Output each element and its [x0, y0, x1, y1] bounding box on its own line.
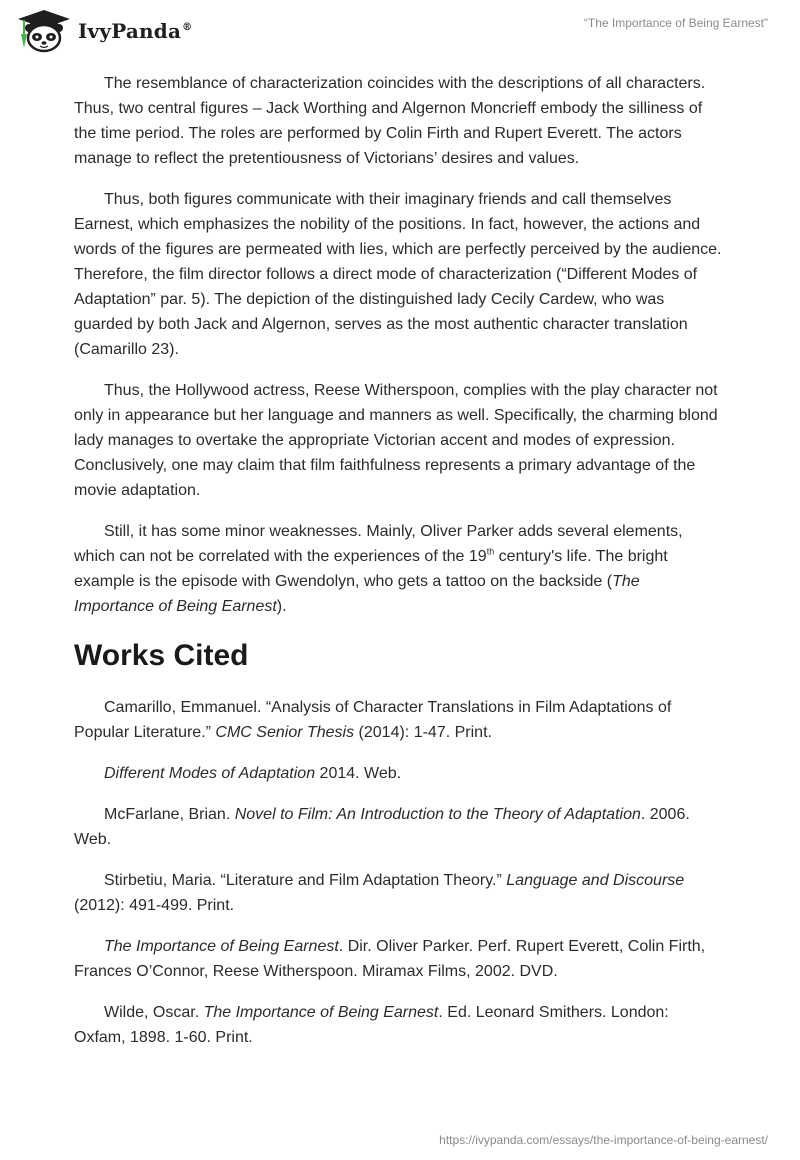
source-url-link[interactable]: https://ivypanda.com/essays/the-importance-of-being-earnest/: [439, 1133, 768, 1147]
citation-entry: [74, 934, 724, 984]
panda-graduate-icon: [16, 8, 72, 54]
citation-title: Language and Discourse: [506, 872, 685, 889]
citation-entry: [74, 761, 724, 786]
logo-wordmark: [78, 19, 192, 43]
registered-mark: ®: [182, 22, 193, 34]
ivypanda-logo[interactable]: [16, 8, 192, 54]
citation-text: . Dir. Oliver Parker. Perf. Rupert Everett, Colin Firth, Frances O’Connor, Reese Witherspoon. Miramax Films, 2002. DVD.: [74, 938, 706, 980]
body-paragraph-1: The resemblance of characterization coincides with the descriptions of all characters. Thus, two central figures – Jack Worthing and Algernon Moncrieff embody the silliness of the time period. The roles are performed by Colin Firth and Rupert Everett. The actors manage to reflect the pretentiousness of Victorians’ desires and values.: [74, 75, 706, 167]
citation-text: Wilde, Oscar.: [104, 1004, 204, 1021]
superscript-ordinal: th: [486, 546, 495, 557]
page-header: [0, 0, 800, 70]
citation-title: Different Modes of Adaptation: [104, 765, 316, 782]
works-cited-heading: Works Cited: [74, 639, 249, 672]
citation-title: The Importance of Being Earnest: [203, 1004, 439, 1021]
citation-entry: [74, 868, 724, 918]
essay-content: [74, 71, 724, 1066]
citation-text: (2014): 1-47. Print.: [354, 724, 492, 741]
citation-text: (2012): 491-499. Print.: [74, 897, 235, 914]
citation-title: The Importance of Being Earnest: [104, 938, 339, 955]
citation-text: Stirbetiu, Maria. “Literature and Film Adaptation Theory.”: [104, 872, 507, 889]
citation-text: . Ed. Leonard Smithers. London: Oxfam, 1898. 1-60. Print.: [74, 1004, 669, 1046]
body-paragraph-4: [74, 519, 724, 619]
citation-text: McFarlane, Brian.: [104, 806, 235, 823]
film-title: The Importance of Being Earnest: [74, 573, 640, 615]
citation-text: Camarillo, Emmanuel. “Analysis of Character Translations in Film Adaptations of Popular Literature.”: [74, 699, 672, 741]
paragraph-text: Still, it has some minor weaknesses. Mainly, Oliver Parker adds several elements, which can not be correlated with the experiences of the 19: [74, 523, 683, 565]
citation-title: Novel to Film: An Introduction to the Theory of Adaptation: [234, 806, 641, 823]
paragraph-text: century's life. The bright example is the episode with Gwendolyn, who gets a tattoo on the backside (: [74, 548, 668, 590]
body-paragraph-2: Thus, both figures communicate with their imaginary friends and call themselves Earnest, which emphasizes the nobility of the positions. In fact, however, the actions and words of the figures are permeated with lies, which are perfectly perceived by the audience. Therefore, the film director follows a direct mode of characterization (“Different Modes of Adaptation” par. 5). The depiction of the distinguished lady Cecily Cardew, who was guarded by both Jack and Algernon, serves as the most authentic character translation (Camarillo 23).: [74, 191, 722, 358]
citation-entry: [74, 802, 724, 852]
brand-name: IvyPanda: [78, 19, 182, 43]
paragraph-text: ).: [276, 598, 287, 615]
citation-text: . 2006. Web.: [74, 806, 690, 848]
citation-entry: [74, 1000, 724, 1050]
citation-title: CMC Senior Thesis: [215, 724, 355, 741]
body-paragraph-3: Thus, the Hollywood actress, Reese Witherspoon, complies with the play character not only in appearance but her language and manners as well. Specifically, the charming blond lady manages to overtake the appropriate Victorian accent and modes of expression. Conclusively, one may claim that film faithfulness represents a primary advantage of the movie adaptation.: [74, 382, 718, 499]
citation-text: 2014. Web.: [315, 765, 402, 782]
citation-entry: [74, 695, 724, 745]
document-title: “The Importance of Being Earnest”: [583, 16, 768, 30]
